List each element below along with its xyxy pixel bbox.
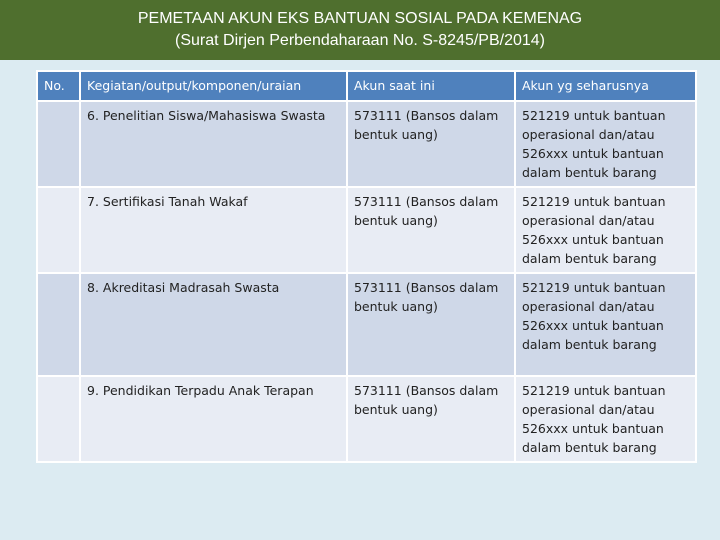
cell-akun-saat-ini: 573111 (Bansos dalam bentuk uang) bbox=[347, 273, 515, 376]
cell-akun-saat-ini: 573111 (Bansos dalam bentuk uang) bbox=[347, 376, 515, 462]
cell-no bbox=[37, 273, 80, 376]
cell-no bbox=[37, 376, 80, 462]
account-mapping-table bbox=[36, 70, 697, 463]
cell-kegiatan: 8. Akreditasi Madrasah Swasta bbox=[80, 273, 347, 376]
table-row bbox=[37, 376, 696, 462]
cell-akun-seharusnya: 521219 untuk bantuan operasional dan/atau 526xxx untuk bantuan dalam bentuk barang bbox=[515, 101, 696, 187]
table-row bbox=[37, 273, 696, 376]
header-akun-saat-ini: Akun saat ini bbox=[347, 71, 515, 101]
cell-no bbox=[37, 101, 80, 187]
cell-akun-saat-ini: 573111 (Bansos dalam bentuk uang) bbox=[347, 101, 515, 187]
title-banner bbox=[0, 0, 720, 60]
table-header-row bbox=[37, 71, 696, 101]
cell-akun-seharusnya: 521219 untuk bantuan operasional dan/atau 526xxx untuk bantuan dalam bentuk barang bbox=[515, 187, 696, 273]
header-no: No. bbox=[37, 71, 80, 101]
header-akun-seharusnya: Akun yg seharusnya bbox=[515, 71, 696, 101]
cell-akun-seharusnya: 521219 untuk bantuan operasional dan/atau 526xxx untuk bantuan dalam bentuk barang bbox=[515, 376, 696, 462]
page-title: PEMETAAN AKUN EKS BANTUAN SOSIAL PADA KEMENAG bbox=[137, 10, 583, 27]
cell-akun-saat-ini: 573111 (Bansos dalam bentuk uang) bbox=[347, 187, 515, 273]
header-kegiatan: Kegiatan/output/komponen/uraian bbox=[80, 71, 347, 101]
cell-akun-seharusnya: 521219 untuk bantuan operasional dan/atau 526xxx untuk bantuan dalam bentuk barang bbox=[515, 273, 696, 376]
page-subtitle: (Surat Dirjen Perbendaharaan No. S-8245/PB/2014) bbox=[175, 32, 545, 49]
table-row bbox=[37, 187, 696, 273]
table-row bbox=[37, 101, 696, 187]
cell-kegiatan: 6. Penelitian Siswa/Mahasiswa Swasta bbox=[80, 101, 347, 187]
cell-kegiatan: 7. Sertifikasi Tanah Wakaf bbox=[80, 187, 347, 273]
cell-no bbox=[37, 187, 80, 273]
cell-kegiatan: 9. Pendidikan Terpadu Anak Terapan bbox=[80, 376, 347, 462]
